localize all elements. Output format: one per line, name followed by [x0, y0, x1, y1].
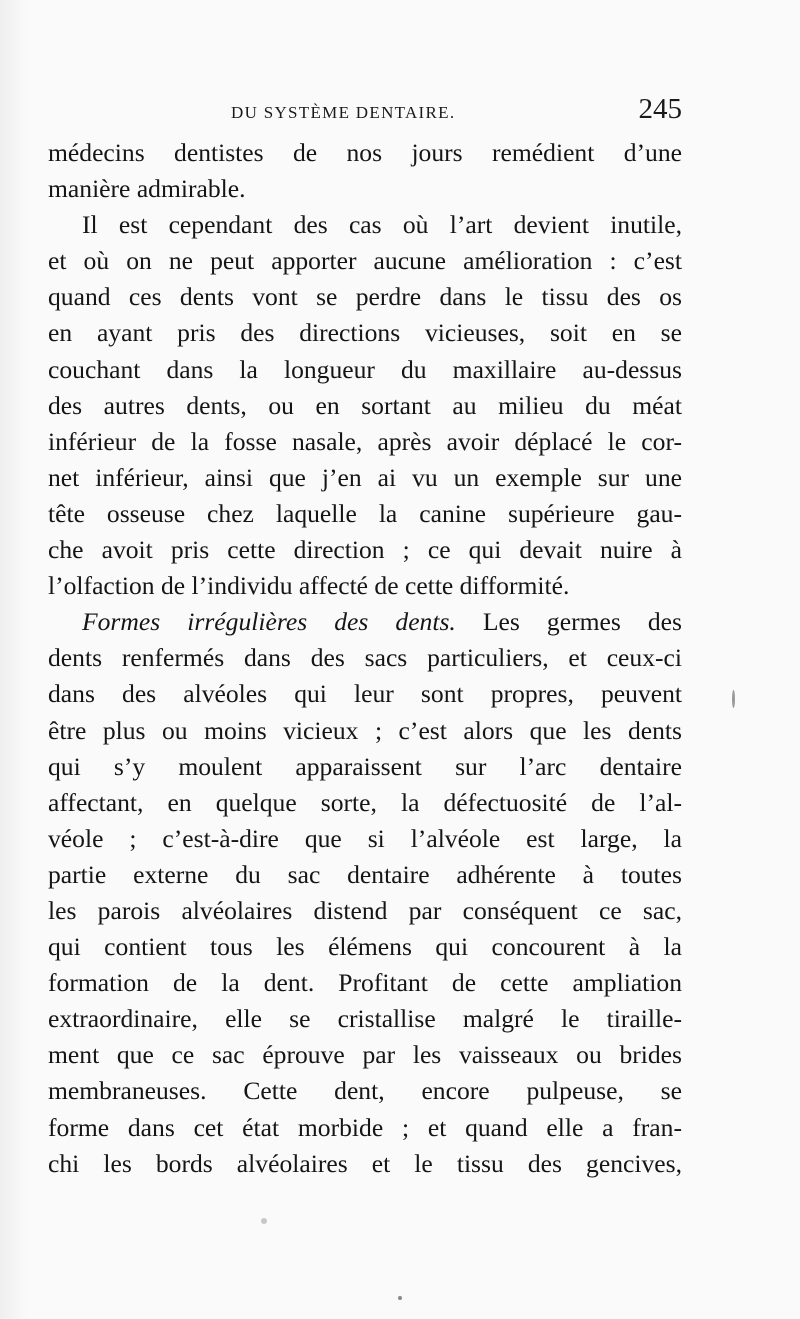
text-line: che avoit pris cette direction ; ce qui devait nuire à [48, 535, 682, 565]
text-line: être plus ou moins vicieux ; c’est alors que les dents [48, 715, 682, 745]
text-line: chi les bords alvéolaires et le tissu des gencives, [48, 1148, 682, 1178]
text-line: partie externe du sac dentaire adhérente à toutes [48, 859, 682, 889]
heading-continuation: Les germes des [455, 607, 682, 637]
section-heading-line [48, 604, 682, 640]
text-line: et où on ne peut apporter aucune amélioration : c’est [48, 246, 682, 276]
text-line: Il est cependant des cas où l’art devient inutile, [82, 210, 682, 240]
paper-speck [398, 1296, 402, 1300]
text-line: qui contient tous les élémens qui concourent à la [48, 932, 682, 962]
text-line: ment que ce sac éprouve par les vaisseaux ou brides [48, 1040, 682, 1070]
running-head [48, 93, 682, 131]
text-line: inférieur de la fosse nasale, après avoir déplacé le cor- [48, 426, 682, 456]
text-line: tête osseuse chez laquelle la canine supérieure gau- [48, 498, 682, 528]
page-edge-shadow [0, 0, 28, 1319]
text-line: affectant, en quelque sorte, la défectuosité de l’al- [48, 787, 682, 817]
text-line: extraordinaire, elle se cristallise malgré le tiraille- [48, 1004, 682, 1034]
section-heading: Formes irrégulières des dents. [82, 607, 456, 637]
text-line: dans des alvéoles qui leur sont propres, peuvent [48, 679, 682, 709]
margin-mark [732, 690, 735, 708]
text-line: qui s’y moulent apparaissent sur l’arc dentaire [48, 751, 682, 781]
text-line: dents renfermés dans des sacs particuliers, et ceux-ci [48, 643, 682, 673]
page-number: 245 [638, 93, 682, 125]
text-line: médecins dentistes de nos jours remédient d’une [48, 138, 682, 167]
running-title: DU SYSTÈME DENTAIRE. [231, 103, 456, 122]
text-line: l’olfaction de l’individu affecté de cette difformité. [48, 571, 570, 601]
text-line: net inférieur, ainsi que j’en ai vu un exemple sur une [48, 462, 682, 492]
text-line: en ayant pris des directions vicieuses, soit en se [48, 318, 682, 348]
text-line: les parois alvéolaires distend par conséquent ce sac, [48, 895, 682, 925]
text-line: couchant dans la longueur du maxillaire au-dessus [48, 354, 682, 384]
text-line: des autres dents, ou en sortant au milieu du méat [48, 390, 682, 420]
body-text [48, 135, 682, 1182]
text-line: véole ; c’est-à-dire que si l’alvéole est large, la [48, 823, 682, 853]
text-line: manière admirable. [48, 174, 246, 204]
text-line: membraneuses. Cette dent, encore pulpeuse, se [48, 1076, 682, 1106]
paper-speck [261, 1218, 267, 1224]
text-line: formation de la dent. Profitant de cette ampliation [48, 968, 682, 998]
text-line: forme dans cet état morbide ; et quand elle a fran- [48, 1112, 682, 1142]
text-line: quand ces dents vont se perdre dans le tissu des os [48, 282, 682, 312]
